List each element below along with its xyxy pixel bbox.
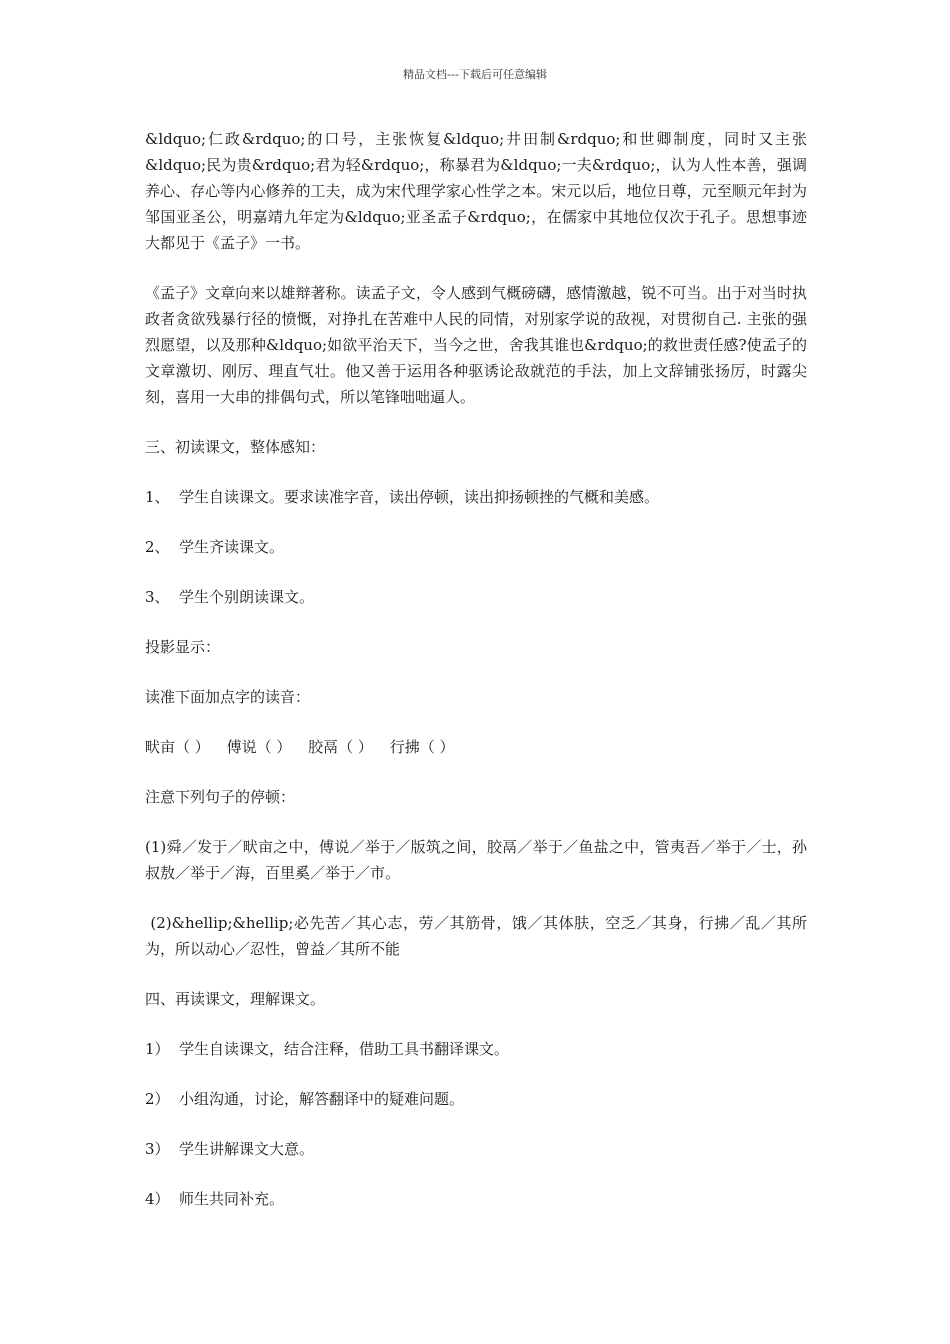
pinyin-item: 行拂（ ）: [389, 738, 455, 756]
list-item: [145, 1136, 807, 1162]
list-text: 学生齐读课文。: [179, 538, 285, 556]
list-number: 2）: [145, 1090, 170, 1108]
document-body: [145, 126, 807, 1236]
pinyin-item: 畎亩（ ）: [145, 738, 210, 756]
pinyin-item: 傅说（ ）: [226, 738, 292, 756]
list-text: 学生自读课文，结合注释，借助工具书翻译课文。: [179, 1040, 510, 1058]
pause-intro: 注意下列句子的停顿：: [145, 788, 296, 806]
paragraph-mencius-ideas: &ldquo;仁政&rdquo;的口号，主张恢复&ldquo;井田制&rdquo;和世卿制度，同时又主张&ldquo;民为贵&rdquo;君为轻&rdquo;，称暴君为&ldquo;一夫&rdquo;，认为人性本善，强调养心、存心等内心修养的工夫，成为宋代理学家心性学之本。宋元以后，地位日尊，元至顺元年封为邹国亚圣公，明嘉靖九年定为&ldquo;亚圣孟子&rdquo;，在儒家中其地位仅次于孔子。思想事迹大都见于《孟子》一书。: [145, 130, 807, 252]
paragraph-mencius-style: 《孟子》文章向来以雄辩著称。读孟子文，令人感到气概磅礴，感情激越，锐不可当。出于对当时执政者贪欲残暴行径的愤慨，对挣扎在苦难中人民的同情，对别家学说的敌视，对贯彻自己. 主张的强烈愿望，以及那种&ldquo;如欲平治天下，当今之世，舍我其谁也&rdquo;的救世责任感?使孟子的文章激切、刚厉、理直气壮。他又善于运用各种驱诱论敌就范的手法，加上文辞铺张扬厉，时露尖刻，喜用一大串的排偶句式，所以笔锋咄咄逼人。: [145, 284, 807, 406]
pause-sentence-2: (2)&hellip;&hellip;必先苦／其心志，劳／其筋骨，饿／其体肤，空乏／其身，行拂／乱／其所为，所以动心／忍性，曾益／其所不能: [145, 914, 807, 958]
list-text: 小组沟通，讨论，解答翻译中的疑难问题。: [179, 1090, 465, 1108]
list-number: 4）: [145, 1190, 170, 1208]
list-text: 学生讲解课文大意。: [179, 1140, 315, 1158]
list-text: 学生个别朗读课文。: [179, 588, 315, 606]
list-item: [145, 484, 807, 510]
pinyin-exercise: [145, 734, 807, 760]
list-number: 3、: [145, 588, 170, 606]
pinyin-intro: 读准下面加点字的读音：: [145, 688, 311, 706]
list-item: [145, 1186, 807, 1212]
section4-heading: 四、再读课文，理解课文。: [145, 990, 326, 1008]
list-item: [145, 1086, 807, 1112]
list-text: 学生自读课文。要求读准字音，读出停顿，读出抑扬顿挫的气概和美感。: [179, 488, 660, 506]
list-item: [145, 534, 807, 560]
list-number: 1）: [145, 1040, 170, 1058]
pinyin-item: 胶鬲（ ）: [308, 738, 373, 756]
list-item: [145, 1036, 807, 1062]
list-number: 2、: [145, 538, 170, 556]
page-header: 精品文档---下载后可任意编辑: [403, 68, 547, 81]
list-number: 3）: [145, 1140, 170, 1158]
projection-label: 投影显示：: [145, 638, 221, 656]
pause-sentence-1: (1)舜／发于／畎亩之中，傅说／举于／版筑之间，胶鬲／举于／鱼盐之中，管夷吾／举于／士，孙叔敖／举于／海，百里奚／举于／市。: [145, 838, 807, 882]
list-number: 1、: [145, 488, 170, 506]
list-item: [145, 584, 807, 610]
list-text: 师生共同补充。: [179, 1190, 285, 1208]
section3-heading: 三、初读课文，整体感知：: [145, 438, 326, 456]
